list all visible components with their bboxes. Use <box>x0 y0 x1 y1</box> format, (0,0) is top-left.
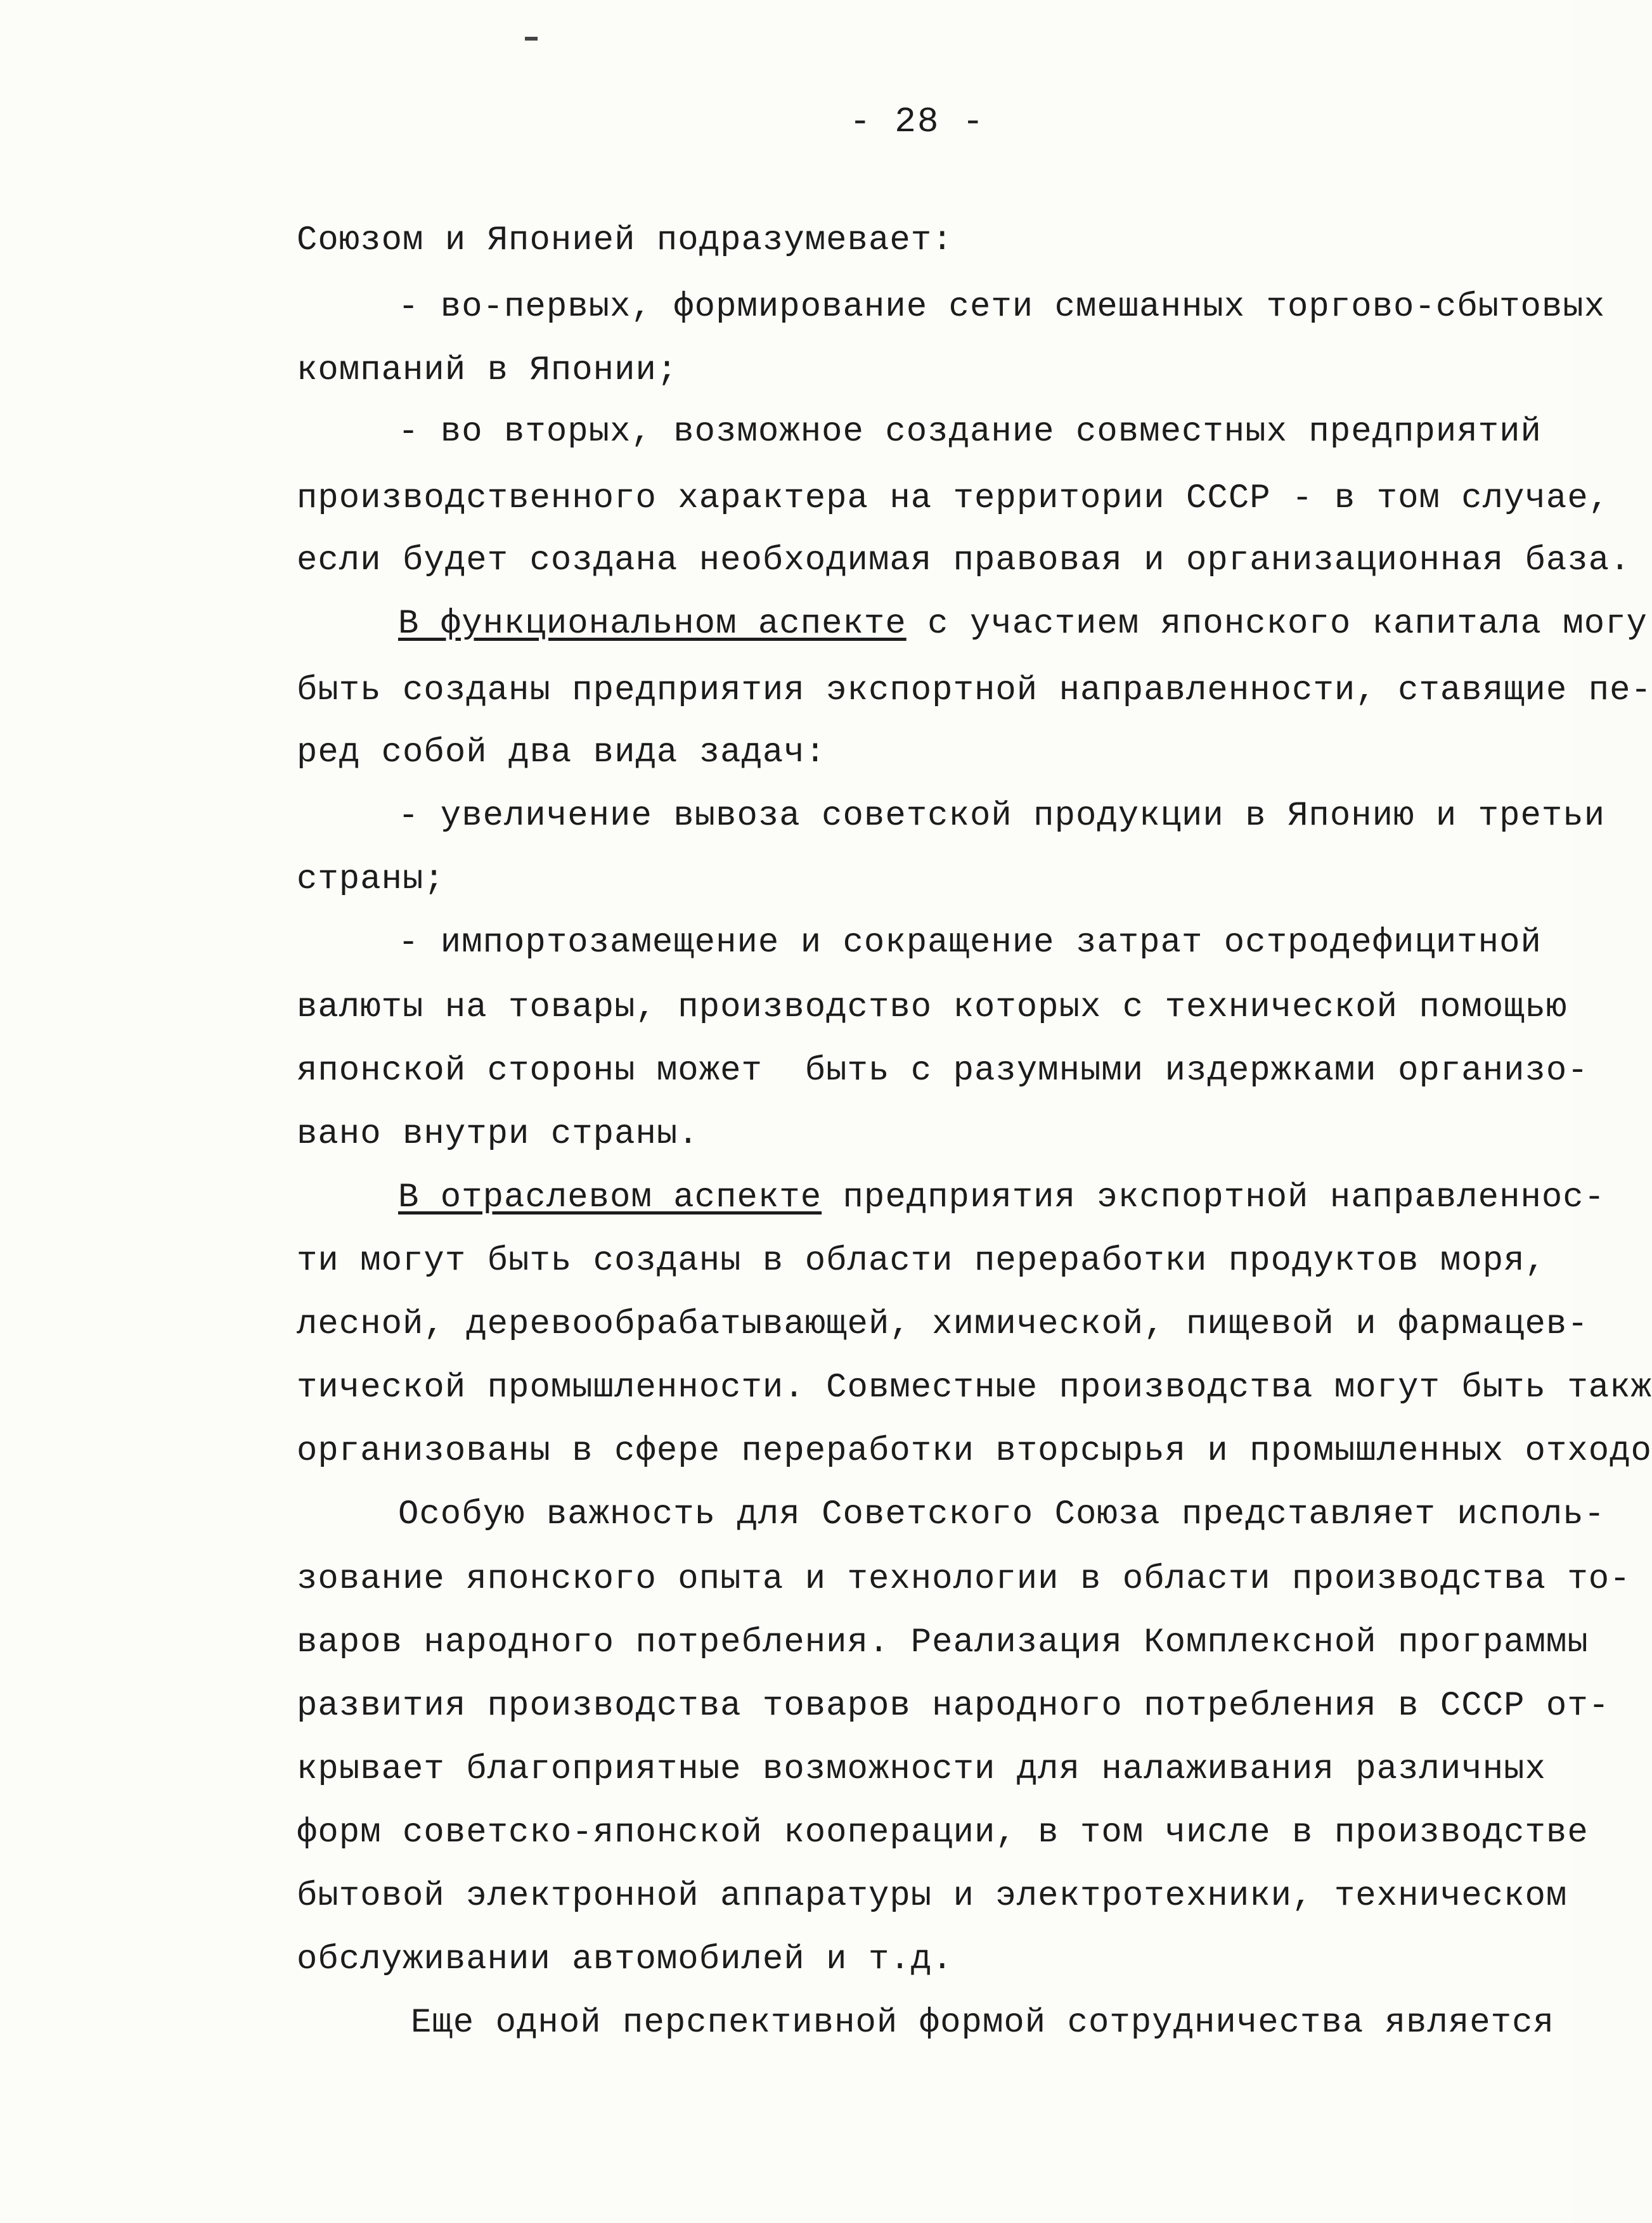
text-line: бытовой электронной аппаратуры и электротехники, техническом <box>297 1877 1568 1916</box>
text-line: ти могут быть созданы в области переработки продуктов моря, <box>297 1242 1546 1280</box>
stray-mark <box>525 37 538 41</box>
text-line: страны; <box>297 860 445 899</box>
text-line: если будет создана необходимая правовая и организационная база. <box>297 541 1631 580</box>
text-line: форм советско-японской кооперации, в том числе в производстве <box>297 1814 1589 1852</box>
line-rest: с участием японского капитала могу <box>906 605 1648 643</box>
text-line: организованы в сфере переработки вторсырья и промышленных отходо <box>297 1432 1652 1471</box>
text-line: - увеличение вывоза советской продукции в Японию и третьи <box>398 797 1606 835</box>
text-line: развития производства товаров народного потребления в СССР от- <box>297 1687 1610 1725</box>
text-line: Особую важность для Советского Союза представляет исполь- <box>398 1495 1606 1534</box>
text-line: - импортозамещение и сокращение затрат остродефицитной <box>398 924 1542 962</box>
text-line: вано внутри страны. <box>297 1115 699 1154</box>
text-line: компаний в Японии; <box>297 351 678 390</box>
text-line: варов народного потребления. Реализация Комплексной программы <box>297 1623 1589 1662</box>
text-line: крывает благоприятные возможности для налаживания различных <box>297 1750 1546 1789</box>
text-line: лесной, деревообрабатывающей, химической, пищевой и фармацев- <box>297 1305 1589 1344</box>
line-rest: предприятия экспортной направленнос- <box>822 1178 1606 1217</box>
underlined-heading: В функциональном аспекте <box>398 605 907 643</box>
text-line: тической промышленности. Совместные производства могут быть такж <box>297 1369 1652 1407</box>
text-line: Еще одной перспективной формой сотрудничества является <box>411 2004 1554 2042</box>
text-line: японской стороны может быть с разумными издержками организо- <box>297 1052 1589 1090</box>
text-line <box>398 1179 1605 1217</box>
text-line: обслуживании автомобилей и т.д. <box>297 1940 953 1979</box>
text-line: - во вторых, возможное создание совместных предприятий <box>398 413 1542 451</box>
underlined-heading: В отраслевом аспекте <box>398 1178 822 1217</box>
text-line: производственного характера на территории СССР - в том случае, <box>297 479 1610 518</box>
text-line: быть созданы предприятия экспортной направленности, ставящие пе- <box>297 671 1652 710</box>
text-line: зование японского опыта и технологии в области производства то- <box>297 1560 1631 1599</box>
page-number: - 28 - <box>849 101 985 142</box>
text-line <box>398 605 1648 643</box>
text-line: - во-первых, формирование сети смешанных торгово-сбытовых <box>398 288 1606 326</box>
text-line: Союзом и Японией подразумевает: <box>297 221 953 260</box>
text-line: ред собой два вида задач: <box>297 733 827 772</box>
text-line: валюты на товары, производство которых с технической помощью <box>297 988 1568 1027</box>
